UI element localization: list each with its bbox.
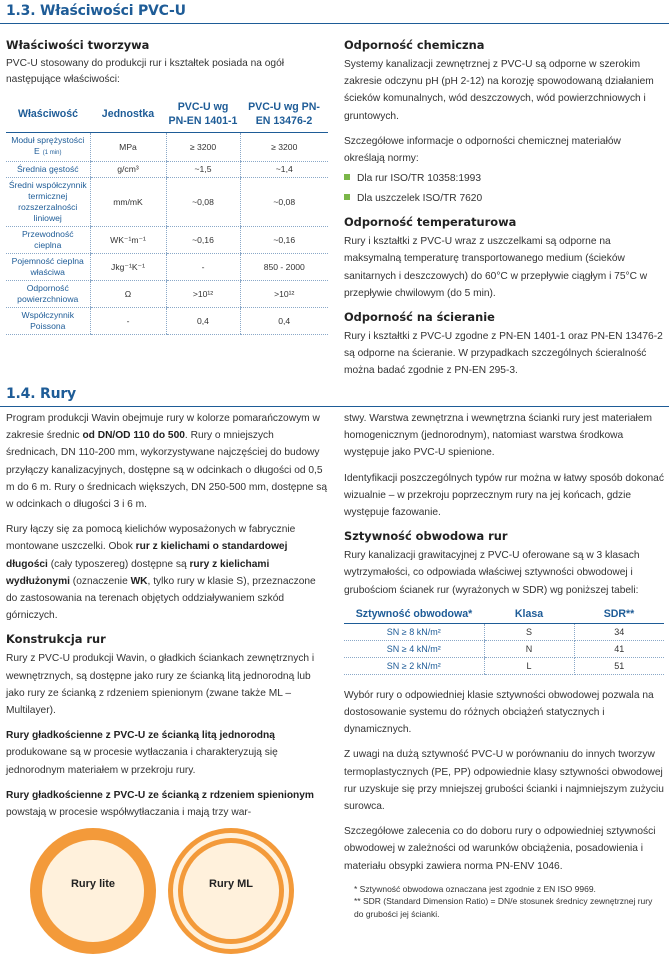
property-unit-text: -: [126, 315, 130, 326]
value-13476-text: ~0,16: [273, 234, 296, 245]
sdr-row: [344, 640, 664, 657]
properties-row: [6, 227, 328, 254]
property-unit-text: Ω: [124, 288, 132, 299]
property-name: [6, 162, 90, 178]
property-unit: [90, 162, 166, 178]
value-1401-text: >10¹²: [192, 288, 214, 299]
property-name-text: Moduł sprężystości E: [11, 135, 85, 156]
property-unit: [90, 281, 166, 308]
bold-run: WK: [130, 575, 148, 587]
sdr-row: [344, 623, 664, 640]
stiffness-comparison-paragraph: Z uwagi na dużą sztywność PVC-U w porównaniu do innych tworzyw termoplastycznych (PE, PP) odpowiednie klasy sztywności obwodowej rur uzyskuje się przy mniejszej grubości ścianki i najmniejszym zużyciu surowca.: [344, 749, 664, 813]
property-name: [6, 178, 90, 227]
solid-wall-paragraph: [6, 727, 328, 779]
property-unit: [90, 178, 166, 227]
norm-text: Dla uszczelek ISO/TR 7620: [357, 193, 483, 205]
property-name: [6, 281, 90, 308]
sdr-row: [344, 657, 664, 674]
properties-row: [6, 281, 328, 308]
norm-item: [344, 169, 664, 189]
stiffness-value: SN ≥ 2 kN/m²: [344, 657, 484, 674]
value-1401: [166, 162, 240, 178]
class-choice-paragraph: Wybór rury o odpowiedniej klasie sztywności obwodowej pozwala na dostosowanie systemu do różnych obciążeń statycznych i dynamicznych.: [344, 689, 654, 736]
footnote-2: ** SDR (Standard Dimension Ratio) = DN/e stosunek średnicy zewnętrznej rury do grubości jej ścianki.: [354, 896, 653, 919]
right-column-13: [344, 38, 664, 388]
value-1401-text: ≥ 3200: [189, 141, 217, 152]
property-name-text: Przewodność cieplna: [21, 229, 74, 250]
property-name-text: Współczynnik Poissona: [21, 310, 75, 331]
value-13476: [240, 281, 328, 308]
col-header-stiffness: Sztywność obwodowa*: [344, 605, 484, 624]
property-unit-text: MPa: [119, 141, 137, 152]
col-header-sdr: SDR**: [574, 605, 664, 624]
section-14-title: 1.4. Rury: [6, 386, 76, 402]
norm-text: Dla rur ISO/TR 10358:1993: [357, 173, 482, 185]
materials-heading: Właściwości tworzywa: [6, 38, 150, 52]
class-value: S: [484, 623, 574, 640]
sdr-header-row: [344, 605, 664, 624]
value-13476-text: 0,4: [278, 315, 291, 326]
properties-row: [6, 133, 328, 162]
property-unit-text: Jkg⁻¹K⁻¹: [111, 261, 145, 272]
properties-row: [6, 254, 328, 281]
properties-header-row: [6, 96, 328, 133]
property-name-text: Średni współczynnik termicznej rozszerzalności liniowej: [8, 180, 87, 223]
properties-row: [6, 308, 328, 335]
properties-table: [6, 96, 328, 335]
temperature-heading: Odporność temperaturowa: [344, 215, 517, 230]
stiffness-heading: Sztywność obwodowa rur: [344, 529, 508, 544]
col-header-1401: PVC-U wg PN-EN 1401-1: [166, 96, 240, 133]
section-14-header: [0, 386, 669, 407]
property-unit-text: WK⁻¹m⁻¹: [110, 234, 146, 245]
value-13476: [240, 254, 328, 281]
text-run: (oznaczenie: [69, 575, 131, 587]
value-13476-text: 850 - 2000: [263, 261, 305, 272]
section-13-title: 1.3. Właściwości PVC-U: [6, 3, 186, 19]
col-header-unit: Jednostka: [90, 96, 166, 133]
class-value: L: [484, 657, 574, 674]
identification-paragraph: Identyfikacji poszczególnych typów rur można w łatwy sposób dokonać wizualnie – w przekroju poprzecznym rury na jej końcach, gdzie występuje fazowanie.: [344, 472, 664, 519]
properties-row: [6, 162, 328, 178]
ml-pipe-label: Rury ML: [209, 878, 253, 890]
pipes-paragraph-2: [6, 521, 328, 624]
text-run: (cały typoszereg) dostępne są: [47, 558, 190, 570]
text-run: produkowane są w procesie wytłaczania i charakteryzują się jednorodnym materiałem w przekroju rury.: [6, 747, 278, 776]
pipe-bore: [42, 840, 144, 942]
pipe-bore: [183, 843, 279, 939]
value-1401: [166, 133, 240, 162]
bold-run: Rury gładkościenne z PVC-U ze ścianką z rdzeniem spienionym: [6, 789, 314, 801]
property-unit-text: g/cm³: [117, 164, 139, 174]
footnote-1: * Sztywność obwodowa oznaczana jest zgodnie z EN ISO 9969.: [354, 883, 596, 894]
sdr-value: 51: [574, 657, 664, 674]
stiffness-value: SN ≥ 8 kN/m²: [344, 623, 484, 640]
foam-core-paragraph: [6, 787, 328, 821]
col-header-property: Właściwość: [6, 96, 90, 133]
property-name-text: Pojemność cieplna właściwa: [11, 256, 84, 277]
stiffness-value: SN ≥ 4 kN/m²: [344, 640, 484, 657]
property-name: [6, 308, 90, 335]
construction-paragraph: Rury z PVC-U produkcji Wavin, o gładkich ściankach zewnętrznych i wewnętrznych, są dostępne jako rury ze ścianką litą jednorodną lub jako rury ze ścianką z rdzeniem spienionym (zwane także ML – Multilayer).: [6, 653, 315, 717]
col-header-class: Klasa: [484, 605, 574, 624]
value-13476: [240, 162, 328, 178]
layers-paragraph: stwy. Warstwa zewnętrzna i wewnętrzna ścianki rury jest materiałem homogenicznym (jednorodnym), natomiast warstwa środkowa występuje jako PVC-U spienione.: [344, 413, 652, 459]
bullet-square-icon: [344, 174, 350, 180]
properties-row: [6, 178, 328, 227]
value-13476-text: ~0,08: [273, 196, 296, 207]
section-13-header: [0, 3, 669, 24]
property-name: [6, 254, 90, 281]
property-unit: [90, 254, 166, 281]
bullet-square-icon: [344, 194, 350, 200]
value-13476: [240, 178, 328, 227]
class-value: N: [484, 640, 574, 657]
text-run: Rury łączy się za pomocą kielichów wyposażonych w fabrycznie montowane uszczelki. Obok: [6, 524, 296, 553]
value-1401: [166, 254, 240, 281]
value-13476-text: >10¹²: [274, 288, 295, 299]
sdr-value: 41: [574, 640, 664, 657]
section-13-rule: [0, 23, 669, 24]
value-1401: [166, 227, 240, 254]
property-name-text: Średnia gęstość: [16, 164, 79, 174]
sdr-body: [344, 623, 664, 674]
diameter-range: od DN/OD 110 do 500: [82, 430, 185, 442]
value-1401-text: 0,4: [197, 315, 209, 326]
value-1401: [166, 178, 240, 227]
value-1401-text: ~0,08: [192, 196, 214, 207]
value-1401-text: -: [201, 261, 205, 272]
value-13476-text: ≥ 3200: [271, 141, 298, 152]
value-1401-text: ~1,5: [194, 164, 212, 174]
property-subscript: (1 min): [42, 150, 62, 156]
bold-run: rury z kielichami wydłużonymi: [6, 558, 270, 587]
bold-run: rur z kielichami o standardowej długości: [6, 541, 288, 570]
col-header-13476: PVC-U wg PN-EN 13476-2: [240, 96, 328, 133]
properties-body: [6, 133, 328, 335]
sdr-table: [344, 605, 664, 675]
value-1401: [166, 308, 240, 335]
left-column-14: [6, 410, 328, 829]
value-13476: [240, 308, 328, 335]
left-column-13: [6, 38, 328, 335]
value-1401: [166, 281, 240, 308]
stiffness-paragraph: Rury kanalizacji grawitacyjnej z PVC-U oferowane są w 3 klasach wytrzymałości, co odpowiada właściwej sztywności obwodowej i grubościom ścianek rur (wyrażonych w SDR) wg poniższej tabeli:: [344, 550, 640, 596]
property-unit: [90, 133, 166, 162]
text-run: Program produkcji Wavin obejmuje rury w kolorze pomarańczowym w zakresie średnic: [6, 413, 320, 442]
sdr-value: 34: [574, 623, 664, 640]
temperature-paragraph: Rury i kształtki z PVC-U wraz z uszczelkami są odporne na maksymalną temperaturę transportowanego medium (ścieków sanitarnych i deszczowych) do 60°C w przepływie ciągłym i 75°C w przepływie chwilowym (do 5 min).: [344, 236, 648, 299]
text-run: powstają w procesie współwytłaczania i mają trzy war-: [6, 807, 252, 819]
bold-run: Rury gładkościenne z PVC-U ze ścianką litą jednorodną: [6, 730, 275, 742]
text-run: , tylko rury w klasie S), przeznaczone do zastosowania na terenach objętych oddziaływaniem szkód górniczych.: [6, 575, 316, 622]
ml-pipe-cross-section: [168, 828, 294, 954]
section-14-rule: [0, 406, 669, 407]
value-13476-text: ~1,4: [275, 164, 293, 174]
solid-pipe-cross-section: [30, 828, 156, 954]
property-unit-text: mm/mK: [113, 196, 143, 207]
pipes-paragraph-1: [6, 410, 328, 513]
abrasion-paragraph: Rury i kształtki z PVC-U zgodne z PN-EN 1401-1 oraz PN-EN 13476-2 są odporne na ścieranie. W przypadkach szczególnych ścieralność można badać zgodnie z PN-EN 295-3.: [344, 331, 663, 377]
chemical-heading: Odporność chemiczna: [344, 38, 485, 52]
recommendation-paragraph: Szczegółowe zalecenia co do doboru rury o odpowiedniej sztywności obwodowej w zależności od warunków obciążenia, posadowienia i materiału obsypki zawiera norma PN-ENV 1046.: [344, 826, 656, 872]
property-name: [6, 227, 90, 254]
property-unit: [90, 308, 166, 335]
property-unit: [90, 227, 166, 254]
property-name-text: Odporność powierzchniowa: [17, 283, 79, 304]
norm-item: [344, 189, 664, 209]
norms-list: [344, 169, 664, 209]
chemical-paragraph: Systemy kanalizacji zewnętrznej z PVC-U są odporne w szerokim zakresie odczynu pH (pH 2-12) na korozję spowodowaną działaniem ścieków komunalnych, wód deszczowych, wód powierzchniowych i gruntowych.: [344, 59, 654, 122]
value-13476: [240, 227, 328, 254]
text-run: . Rury o mniejszych średnicach, DN 110-200 mm, wykorzystywane najczęściej do budowy przyłączy kanalizacyjnych, dostępne są w odcinkach o długości od 0,5 m do 6 m. Rury o średnicach większych, DN 250-500 mm, dostępne są w odcinkach o długości 3 i 6 m.: [6, 430, 328, 511]
value-1401-text: ~0,16: [192, 234, 214, 245]
value-13476: [240, 133, 328, 162]
solid-pipe-label: Rury lite: [70, 878, 115, 890]
abrasion-heading: Odporność na ścieranie: [344, 310, 495, 325]
chemical-norms-intro: Szczegółowe informacje o odporności chemicznej materiałów określają normy:: [344, 135, 621, 165]
property-name: [6, 133, 90, 162]
right-column-14: [344, 410, 664, 920]
materials-intro: PVC-U stosowany do produkcji rur i kształtek posiada na ogół następujące właściwości:: [6, 58, 285, 85]
construction-heading: Konstrukcja rur: [6, 632, 106, 647]
